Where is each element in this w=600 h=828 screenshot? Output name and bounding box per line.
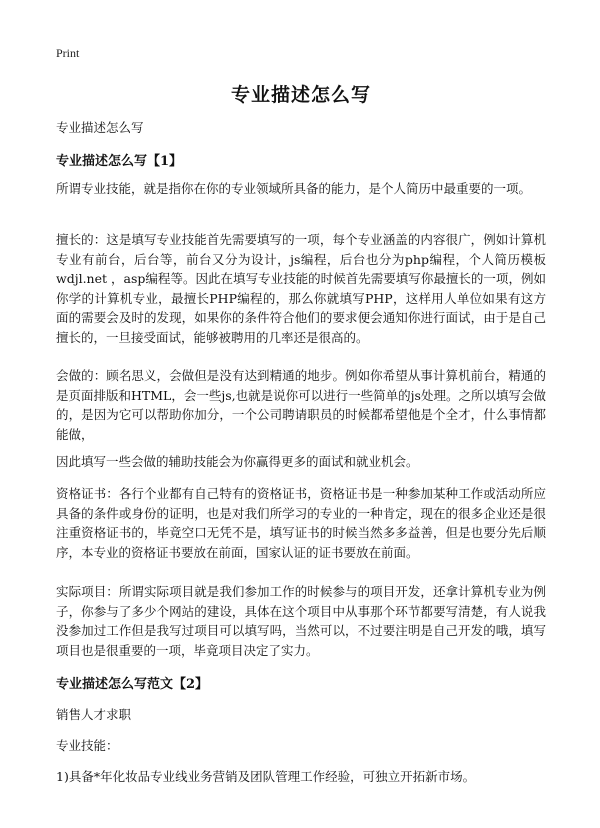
paragraph-intro: 所谓专业技能，就是指你在你的专业领域所具备的能力，是个人简历中最重要的一项。 <box>56 181 532 196</box>
paragraph-skill-1: 1)具备*年化妆品专业线业务营销及团队管理工作经验，可独立开拓新市场。 <box>56 769 476 784</box>
print-label: Print <box>56 46 80 60</box>
paragraph-skills-label: 专业技能： <box>56 738 119 753</box>
paragraph-auxiliary: 因此填写一些会做的辅助技能会为你赢得更多的面试和就业机会。 <box>56 454 419 469</box>
paragraph-certificates: 资格证书：各行个业都有自己特有的资格证书，资格证书是一种参加某种工作或活动所应具备的条件或身份的证明，也是对我们所学习的专业的一种肯定，现在的很多企业还是很注重资格证书的，毕竟空口无凭不是，填写证书的时候当然多多益善，但是也要分先后顺序，本专业的资格证书要放在前面，国家认证的证书要放在前面。 <box>56 486 546 560</box>
document-subtitle: 专业描述怎么写 <box>56 120 144 135</box>
paragraph-job-title: 销售人才求职 <box>56 707 132 722</box>
paragraph-capable: 会做的：顾名思义，会做但是没有达到精通的地步。例如你希望从事计算机前台，精通的是页面排版和HTML，会一些js,也就是说你可以进行一些简单的js处理。之所以填写会做的，是因为它可以帮助你加分，一个公司聘请职员的时候都希望他是个全才，什么事情都能做， <box>56 368 546 442</box>
paragraph-proficient: 擅长的：这是填写专业技能首先需要填写的一项，每个专业涵盖的内容很广，例如计算机专业有前台，后台等，前台又分为设计，js编程，后台也分为php编程，个人简历模板 wdjl.net ，asp编程等。因此在填写专业技能的时候首先需要填写你最擅长的一项，例如你学的计算机专业，最擅长PHP编程的，那么你就填写PHP，这样用人单位如果有这方面的需要会及时的发现，如果你的条件符合他们的要求便会通知你进行面试，由于是自己擅长的，一旦接受面试，能够被聘用的几率还是很高的。 <box>56 232 546 345</box>
paragraph-projects: 实际项目：所谓实际项目就是我们参加工作的时候参与的项目开发，还拿计算机专业为例子，你参与了多少个网站的建设，具体在这个项目中从事那个环节都要写清楚，有人说我没参加过工作但是我写过项目可以填写吗，当然可以，不过要注明是自己开发的哦，填写项目也是很重要的一项，毕竟项目决定了实力。 <box>56 584 546 658</box>
section-2-heading: 专业描述怎么写范文【2】 <box>56 677 209 692</box>
document-title: 专业描述怎么写 <box>230 84 371 106</box>
section-1-heading: 专业描述怎么写【1】 <box>56 154 183 169</box>
